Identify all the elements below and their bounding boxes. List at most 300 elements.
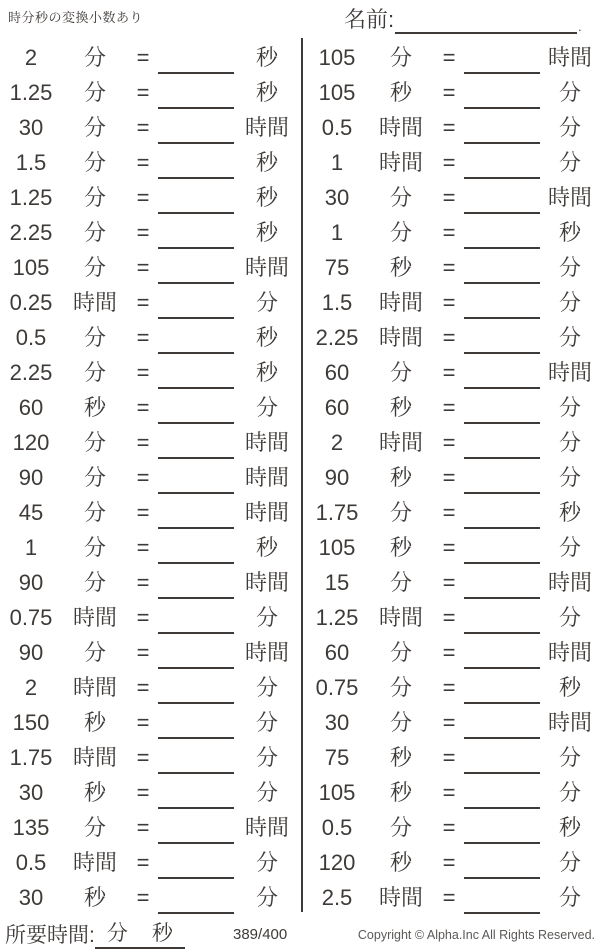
problem-from-unit: 分 (83, 45, 106, 70)
answer-blank[interactable] (158, 534, 234, 564)
problem-row (0, 740, 300, 775)
answer-blank[interactable] (464, 44, 540, 74)
problem-to-unit: 分 (558, 605, 581, 630)
answer-blank[interactable] (464, 219, 540, 249)
problem-to-unit: 分 (255, 395, 278, 420)
problem-row (0, 600, 300, 635)
problem-value: 1.75 (9, 745, 53, 770)
problem-to-unit: 時間 (244, 640, 289, 665)
problem-from-unit: 分 (389, 220, 412, 245)
problem-from-unit: 分 (83, 500, 106, 525)
name-line-period: . (578, 20, 582, 34)
problem-value: 1.5 (321, 290, 353, 315)
problem-value: 2.25 (315, 325, 359, 350)
problem-row (0, 250, 300, 285)
equals-sign: = (442, 640, 456, 665)
problem-row (0, 285, 300, 320)
problem-to-unit: 時間 (244, 570, 289, 595)
problem-value: 1 (330, 220, 344, 245)
problem-row (306, 75, 600, 110)
problem-from-unit: 秒 (389, 395, 412, 420)
equals-sign: = (136, 325, 150, 350)
problem-to-unit: 時間 (547, 710, 592, 735)
problem-value: 0.5 (15, 325, 47, 350)
equals-sign: = (442, 360, 456, 385)
problem-row (0, 320, 300, 355)
problem-from-unit: 分 (83, 220, 106, 245)
answer-blank[interactable] (464, 779, 540, 809)
problem-value: 0.5 (15, 850, 47, 875)
problem-from-unit: 秒 (83, 395, 106, 420)
problem-value: 1 (330, 150, 344, 175)
problem-row (0, 40, 300, 75)
problem-value: 2.25 (9, 220, 53, 245)
answer-blank[interactable] (158, 359, 234, 389)
answer-blank[interactable] (464, 639, 540, 669)
equals-sign: = (136, 815, 150, 840)
answer-blank[interactable] (464, 429, 540, 459)
equals-sign: = (136, 640, 150, 665)
answer-blank[interactable] (158, 79, 234, 109)
answer-blank[interactable] (464, 884, 540, 914)
answer-blank[interactable] (158, 219, 234, 249)
problem-from-unit: 分 (83, 255, 106, 280)
problem-from-unit: 分 (83, 115, 106, 140)
equals-sign: = (442, 675, 456, 700)
problem-row (306, 355, 600, 390)
answer-blank[interactable] (158, 814, 234, 844)
equals-sign: = (442, 430, 456, 455)
problem-row (0, 145, 300, 180)
problem-from-unit: 秒 (83, 780, 106, 805)
answer-blank[interactable] (464, 254, 540, 284)
problem-row (306, 740, 600, 775)
problem-row (0, 425, 300, 460)
problem-value: 1 (24, 535, 38, 560)
answer-blank[interactable] (158, 499, 234, 529)
equals-sign: = (136, 780, 150, 805)
problem-row (0, 110, 300, 145)
problem-to-unit: 分 (558, 290, 581, 315)
problem-row (0, 810, 300, 845)
equals-sign: = (136, 570, 150, 595)
answer-blank[interactable] (464, 149, 540, 179)
answer-blank[interactable] (158, 429, 234, 459)
problem-value: 75 (324, 255, 350, 280)
equals-sign: = (442, 150, 456, 175)
equals-sign: = (136, 150, 150, 175)
problem-to-unit: 時間 (547, 360, 592, 385)
equals-sign: = (136, 185, 150, 210)
problem-from-unit: 分 (83, 325, 106, 350)
equals-sign: = (442, 710, 456, 735)
name-input-line[interactable] (395, 6, 577, 34)
column-divider (301, 38, 303, 912)
problem-row (306, 110, 600, 145)
problems-column-right (306, 40, 600, 915)
answer-blank[interactable] (464, 359, 540, 389)
problem-to-unit: 分 (558, 325, 581, 350)
problem-row (0, 530, 300, 565)
problem-value: 105 (318, 80, 356, 105)
problem-row (0, 635, 300, 670)
equals-sign: = (136, 115, 150, 140)
problem-value: 1.25 (9, 185, 53, 210)
answer-blank[interactable] (158, 709, 234, 739)
equals-sign: = (442, 500, 456, 525)
answer-blank[interactable] (158, 149, 234, 179)
answer-blank[interactable] (464, 499, 540, 529)
answer-blank[interactable] (158, 849, 234, 879)
problem-row (306, 810, 600, 845)
problem-to-unit: 分 (558, 80, 581, 105)
problem-value: 0.25 (9, 290, 53, 315)
equals-sign: = (136, 675, 150, 700)
problem-from-unit: 分 (83, 150, 106, 175)
problem-row (306, 250, 600, 285)
answer-blank[interactable] (464, 674, 540, 704)
problem-row (306, 845, 600, 880)
problem-from-unit: 秒 (389, 255, 412, 280)
answer-blank[interactable] (158, 324, 234, 354)
problem-row (306, 285, 600, 320)
problem-from-unit: 分 (389, 360, 412, 385)
problem-to-unit: 分 (558, 430, 581, 455)
answer-blank[interactable] (158, 289, 234, 319)
equals-sign: = (442, 815, 456, 840)
problem-row (0, 460, 300, 495)
problem-row (0, 215, 300, 250)
equals-sign: = (136, 745, 150, 770)
problem-value: 15 (324, 570, 350, 595)
elapsed-time-field (5, 917, 185, 949)
problem-value: 150 (12, 710, 50, 735)
problem-row (306, 215, 600, 250)
answer-blank[interactable] (464, 814, 540, 844)
problem-from-unit: 秒 (83, 885, 106, 910)
problem-value: 105 (318, 535, 356, 560)
problem-to-unit: 分 (558, 465, 581, 490)
name-field (344, 3, 581, 34)
equals-sign: = (442, 605, 456, 630)
equals-sign: = (442, 255, 456, 280)
answer-blank[interactable] (158, 639, 234, 669)
equals-sign: = (442, 290, 456, 315)
problem-from-unit: 分 (83, 465, 106, 490)
answer-blank[interactable] (158, 394, 234, 424)
answer-blank[interactable] (464, 184, 540, 214)
answer-blank[interactable] (464, 849, 540, 879)
problem-row (0, 75, 300, 110)
problem-from-unit: 時間 (378, 885, 423, 910)
problem-value: 30 (18, 885, 44, 910)
problem-to-unit: 分 (255, 885, 278, 910)
answer-blank[interactable] (464, 709, 540, 739)
problem-value: 30 (324, 710, 350, 735)
problem-value: 30 (324, 185, 350, 210)
equals-sign: = (442, 780, 456, 805)
answer-blank[interactable] (464, 289, 540, 319)
equals-sign: = (136, 360, 150, 385)
equals-sign: = (136, 45, 150, 70)
answer-blank[interactable] (464, 534, 540, 564)
problem-value: 0.75 (9, 605, 53, 630)
equals-sign: = (442, 535, 456, 560)
equals-sign: = (136, 535, 150, 560)
answer-blank[interactable] (464, 394, 540, 424)
equals-sign: = (136, 465, 150, 490)
problem-to-unit: 秒 (255, 535, 278, 560)
problem-from-unit: 分 (83, 640, 106, 665)
problem-to-unit: 分 (558, 850, 581, 875)
problem-from-unit: 時間 (378, 325, 423, 350)
equals-sign: = (442, 115, 456, 140)
problem-value: 60 (324, 640, 350, 665)
problem-from-unit: 時間 (378, 150, 423, 175)
problem-value: 75 (324, 745, 350, 770)
problem-to-unit: 分 (255, 605, 278, 630)
equals-sign: = (136, 850, 150, 875)
problem-value: 105 (318, 45, 356, 70)
problem-value: 60 (324, 360, 350, 385)
problem-to-unit: 分 (558, 745, 581, 770)
problem-value: 2 (24, 45, 38, 70)
problem-row (0, 705, 300, 740)
problem-to-unit: 分 (255, 290, 278, 315)
equals-sign: = (136, 290, 150, 315)
problem-value: 1.5 (15, 150, 47, 175)
problem-from-unit: 分 (83, 535, 106, 560)
answer-blank[interactable] (464, 324, 540, 354)
problem-from-unit: 分 (83, 430, 106, 455)
problem-from-unit: 秒 (389, 780, 412, 805)
problem-from-unit: 時間 (72, 675, 117, 700)
equals-sign: = (136, 255, 150, 280)
problem-row (306, 635, 600, 670)
problem-to-unit: 分 (558, 780, 581, 805)
problem-value: 1.25 (9, 80, 53, 105)
problem-to-unit: 分 (255, 675, 278, 700)
problem-from-unit: 時間 (72, 850, 117, 875)
problem-from-unit: 時間 (378, 605, 423, 630)
problem-from-unit: 分 (83, 80, 106, 105)
equals-sign: = (136, 605, 150, 630)
problem-to-unit: 時間 (244, 500, 289, 525)
problem-from-unit: 秒 (389, 850, 412, 875)
problem-to-unit: 分 (255, 850, 278, 875)
problem-row (306, 40, 600, 75)
answer-blank[interactable] (158, 464, 234, 494)
problem-to-unit: 分 (255, 780, 278, 805)
problem-row (0, 180, 300, 215)
problem-from-unit: 分 (389, 185, 412, 210)
problem-value: 2 (24, 675, 38, 700)
problem-to-unit: 時間 (244, 815, 289, 840)
equals-sign: = (442, 885, 456, 910)
equals-sign: = (442, 325, 456, 350)
problem-value: 105 (12, 255, 50, 280)
problem-from-unit: 時間 (378, 290, 423, 315)
equals-sign: = (442, 395, 456, 420)
problem-to-unit: 時間 (547, 640, 592, 665)
answer-blank[interactable] (158, 569, 234, 599)
name-label: 名前: (344, 7, 395, 32)
equals-sign: = (442, 850, 456, 875)
problem-value: 2.25 (9, 360, 53, 385)
problem-value: 1.25 (315, 605, 359, 630)
problem-value: 30 (18, 115, 44, 140)
answer-blank[interactable] (158, 44, 234, 74)
problem-to-unit: 秒 (558, 500, 581, 525)
problem-from-unit: 分 (83, 570, 106, 595)
problem-to-unit: 分 (255, 745, 278, 770)
problem-value: 0.75 (315, 675, 359, 700)
problem-value: 2.5 (321, 885, 353, 910)
equals-sign: = (442, 570, 456, 595)
answer-blank[interactable] (158, 114, 234, 144)
problem-from-unit: 分 (83, 185, 106, 210)
equals-sign: = (442, 80, 456, 105)
equals-sign: = (136, 710, 150, 735)
problem-value: 0.5 (321, 815, 353, 840)
problem-from-unit: 時間 (378, 430, 423, 455)
problem-value: 90 (18, 640, 44, 665)
problem-to-unit: 時間 (244, 115, 289, 140)
elapsed-time-label: 所要時間: (5, 924, 95, 947)
problem-to-unit: 時間 (547, 570, 592, 595)
problem-to-unit: 分 (558, 255, 581, 280)
problem-value: 90 (18, 465, 44, 490)
problem-from-unit: 秒 (389, 535, 412, 560)
problem-row (0, 355, 300, 390)
equals-sign: = (136, 885, 150, 910)
problem-from-unit: 時間 (378, 115, 423, 140)
problem-to-unit: 秒 (255, 220, 278, 245)
answer-blank[interactable] (158, 604, 234, 634)
answer-blank[interactable] (464, 744, 540, 774)
score-counter: 389/400 (233, 926, 288, 943)
problem-value: 90 (324, 465, 350, 490)
equals-sign: = (442, 220, 456, 245)
problem-from-unit: 秒 (389, 745, 412, 770)
problem-row (0, 880, 300, 915)
problem-row (306, 390, 600, 425)
answer-blank[interactable] (464, 464, 540, 494)
elapsed-minutes-unit: 分 (106, 922, 128, 945)
answer-blank[interactable] (464, 114, 540, 144)
problem-row (306, 705, 600, 740)
answer-blank[interactable] (158, 254, 234, 284)
problem-value: 30 (18, 780, 44, 805)
elapsed-time-blank[interactable] (95, 917, 185, 949)
equals-sign: = (442, 185, 456, 210)
problem-row (0, 775, 300, 810)
problem-row (306, 775, 600, 810)
sheet-title: 時分秒の変換小数あり (8, 10, 144, 25)
problem-from-unit: 分 (389, 45, 412, 70)
problem-from-unit: 分 (83, 815, 106, 840)
problem-value: 90 (18, 570, 44, 595)
equals-sign: = (442, 45, 456, 70)
problem-value: 45 (18, 500, 44, 525)
problem-value: 60 (18, 395, 44, 420)
problem-to-unit: 秒 (255, 45, 278, 70)
problem-to-unit: 秒 (558, 220, 581, 245)
problems-column-left (0, 40, 300, 915)
problem-row (306, 180, 600, 215)
problem-row (306, 600, 600, 635)
problem-from-unit: 分 (389, 815, 412, 840)
problem-to-unit: 秒 (255, 360, 278, 385)
problem-value: 120 (12, 430, 50, 455)
problem-to-unit: 秒 (255, 185, 278, 210)
problem-to-unit: 時間 (244, 430, 289, 455)
elapsed-seconds-unit: 秒 (151, 922, 173, 945)
problem-from-unit: 秒 (83, 710, 106, 735)
problem-to-unit: 分 (558, 885, 581, 910)
problem-value: 2 (330, 430, 344, 455)
problem-from-unit: 分 (389, 710, 412, 735)
equals-sign: = (136, 80, 150, 105)
answer-blank[interactable] (464, 79, 540, 109)
copyright-notice: Copyright © Alpha.Inc All Rights Reserved. (357, 928, 595, 942)
problem-row (0, 670, 300, 705)
answer-blank[interactable] (158, 744, 234, 774)
problem-value: 60 (324, 395, 350, 420)
problem-row (306, 145, 600, 180)
problem-to-unit: 分 (558, 535, 581, 560)
problem-to-unit: 秒 (558, 675, 581, 700)
answer-blank[interactable] (158, 674, 234, 704)
answer-blank[interactable] (464, 604, 540, 634)
answer-blank[interactable] (158, 779, 234, 809)
problem-value: 1.75 (315, 500, 359, 525)
problem-value: 0.5 (321, 115, 353, 140)
problem-to-unit: 時間 (244, 255, 289, 280)
answer-blank[interactable] (158, 184, 234, 214)
problem-from-unit: 分 (389, 675, 412, 700)
problem-to-unit: 秒 (255, 150, 278, 175)
answer-blank[interactable] (464, 569, 540, 599)
problem-to-unit: 分 (255, 710, 278, 735)
problem-to-unit: 時間 (547, 45, 592, 70)
problem-row (0, 390, 300, 425)
problem-from-unit: 分 (389, 500, 412, 525)
problem-to-unit: 分 (558, 115, 581, 140)
problem-to-unit: 秒 (558, 815, 581, 840)
footer (0, 917, 600, 949)
problem-from-unit: 分 (83, 360, 106, 385)
equals-sign: = (136, 500, 150, 525)
problem-row (306, 670, 600, 705)
problem-row (0, 565, 300, 600)
answer-blank[interactable] (158, 884, 234, 914)
problem-to-unit: 時間 (244, 465, 289, 490)
problem-row (0, 845, 300, 880)
equals-sign: = (442, 465, 456, 490)
problem-from-unit: 秒 (389, 465, 412, 490)
problem-from-unit: 時間 (72, 290, 117, 315)
problem-value: 120 (318, 850, 356, 875)
problem-to-unit: 時間 (547, 185, 592, 210)
problem-to-unit: 秒 (255, 80, 278, 105)
problem-to-unit: 分 (558, 395, 581, 420)
problem-value: 105 (318, 780, 356, 805)
problem-value: 135 (12, 815, 50, 840)
equals-sign: = (136, 430, 150, 455)
problem-from-unit: 分 (389, 640, 412, 665)
problem-row (306, 530, 600, 565)
